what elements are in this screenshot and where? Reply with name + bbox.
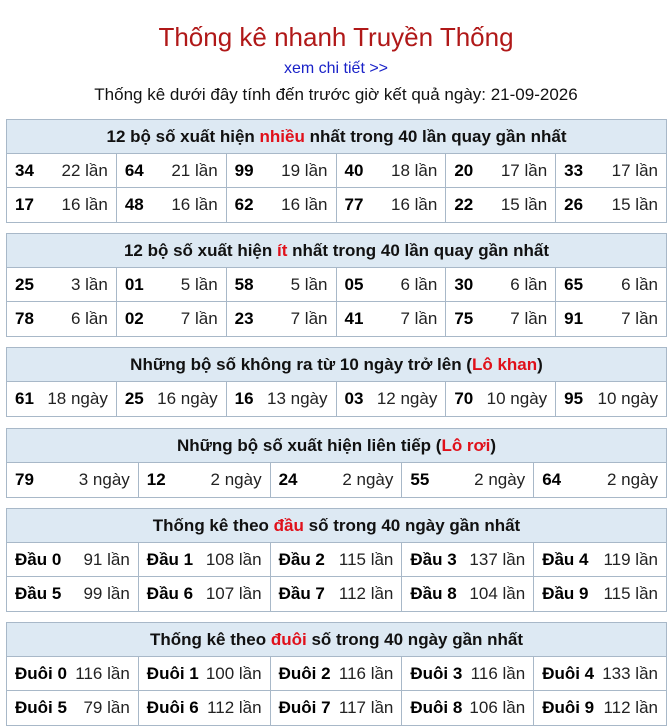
khan-count: 12 ngày — [376, 389, 438, 408]
lo-roi-header: Những bộ số xuất hiện liên tiếp (Lô rơi) — [7, 429, 666, 463]
most-count: 16 lần — [61, 195, 108, 214]
least-count: 6 lần — [621, 274, 658, 294]
most-cell — [7, 188, 117, 222]
dau-count: 104 lần — [469, 584, 526, 603]
least-cell — [7, 302, 117, 336]
duoi-stats-grid — [7, 657, 666, 725]
duoi-count: 116 lần — [338, 663, 394, 683]
khan-cell — [337, 382, 447, 416]
most-frequent-grid — [7, 154, 666, 222]
khan-count: 10 ngày — [486, 389, 548, 408]
duoi-number: Đuôi 0 — [15, 663, 67, 683]
most-count: 16 lần — [281, 195, 328, 214]
duoi-number: Đuôi 8 — [410, 698, 463, 717]
most-frequent-header: 12 bộ số xuất hiện nhiều nhất trong 40 lần quay gần nhất — [7, 120, 666, 154]
roi-count: 2 ngày — [474, 470, 526, 489]
most-number: 62 — [234, 195, 254, 214]
stats-date-note: Thống kê dưới đây tính đến trước giờ kết quả ngày: 21-09-2026 — [94, 85, 578, 104]
dau-count: 112 lần — [338, 584, 394, 603]
least-frequent-grid — [7, 268, 666, 336]
most-count: 21 lần — [171, 160, 218, 180]
dau-count: 107 lần — [205, 584, 262, 603]
most-number: 34 — [15, 160, 34, 180]
dau-cell — [534, 543, 666, 577]
duoi-cell — [271, 691, 403, 725]
least-cell — [227, 268, 337, 302]
duoi-count: 100 lần — [205, 663, 262, 683]
most-count: 15 lần — [611, 195, 658, 214]
roi-number: 64 — [542, 470, 562, 489]
dau-stats-table — [6, 508, 667, 612]
least-count: 5 lần — [180, 274, 218, 294]
dau-cell — [271, 577, 403, 611]
lo-roi-table — [6, 428, 667, 498]
most-number: 40 — [344, 160, 364, 180]
khan-cell — [446, 382, 556, 416]
most-cell — [337, 188, 447, 222]
duoi-count: 117 lần — [338, 698, 394, 717]
khan-cell — [556, 382, 666, 416]
roi-number: 55 — [410, 470, 430, 489]
duoi-count: 79 lần — [83, 698, 130, 717]
least-cell — [337, 302, 447, 336]
duoi-count: 116 lần — [75, 663, 130, 683]
least-count: 7 lần — [290, 309, 328, 328]
most-count: 17 lần — [500, 160, 548, 180]
least-frequent-table — [6, 233, 667, 337]
roi-cell — [534, 463, 666, 497]
dau-count: 119 lần — [603, 549, 658, 569]
khan-number: 95 — [564, 389, 584, 408]
least-cell — [7, 268, 117, 302]
duoi-cell — [139, 691, 271, 725]
most-cell — [556, 188, 666, 222]
duoi-cell — [402, 657, 534, 691]
roi-number: 12 — [146, 470, 166, 489]
khan-number: 03 — [344, 389, 364, 408]
least-count: 6 lần — [400, 274, 438, 294]
most-number: 17 — [15, 195, 34, 214]
duoi-count: 133 lần — [602, 663, 658, 683]
dau-count: 91 lần — [83, 549, 130, 569]
dau-number: Đầu 2 — [278, 549, 325, 569]
duoi-stats-header: Thống kê theo đuôi số trong 40 ngày gần nhất — [7, 623, 666, 657]
dau-number: Đầu 3 — [410, 549, 457, 569]
least-cell — [556, 268, 666, 302]
khan-count: 13 ngày — [267, 389, 328, 408]
lo-khan-table — [6, 347, 667, 417]
dau-cell — [534, 577, 666, 611]
dau-cell — [7, 543, 139, 577]
least-number: 91 — [564, 309, 584, 328]
khan-cell — [117, 382, 227, 416]
most-count: 22 lần — [61, 160, 108, 180]
most-number: 26 — [564, 195, 584, 214]
duoi-stats-table — [6, 622, 667, 726]
most-count: 18 lần — [391, 160, 438, 180]
most-cell — [556, 154, 666, 188]
lo-roi-grid — [7, 463, 666, 497]
dau-cell — [402, 577, 534, 611]
duoi-cell — [534, 657, 666, 691]
most-number: 99 — [234, 160, 254, 180]
least-cell — [227, 302, 337, 336]
page-title: Thống kê nhanh Truyền Thống — [158, 22, 514, 52]
least-count: 7 lần — [400, 309, 438, 328]
most-cell — [7, 154, 117, 188]
most-number: 33 — [564, 160, 584, 180]
duoi-number: Đuôi 5 — [15, 698, 67, 717]
most-cell — [227, 188, 337, 222]
dau-count: 137 lần — [469, 549, 526, 569]
least-cell — [117, 268, 227, 302]
most-cell — [446, 154, 556, 188]
view-details-link[interactable]: xem chi tiết >> — [283, 60, 389, 77]
least-number: 25 — [15, 274, 34, 294]
khan-count: 16 ngày — [157, 389, 218, 408]
most-frequent-table — [6, 119, 667, 223]
least-cell — [556, 302, 666, 336]
khan-count: 10 ngày — [597, 389, 658, 408]
dau-number: Đầu 8 — [410, 584, 457, 603]
least-count: 7 lần — [510, 309, 548, 328]
most-count: 17 lần — [611, 160, 658, 180]
dau-cell — [402, 543, 534, 577]
most-cell — [337, 154, 447, 188]
least-number: 02 — [124, 309, 144, 328]
least-count: 6 lần — [510, 274, 548, 294]
duoi-count: 112 lần — [207, 698, 262, 717]
least-number: 78 — [15, 309, 34, 328]
least-number: 01 — [124, 274, 144, 294]
khan-number: 25 — [124, 389, 144, 408]
duoi-number: Đuôi 3 — [410, 663, 463, 683]
least-count: 7 lần — [621, 309, 658, 328]
dau-number: Đầu 6 — [146, 584, 194, 603]
dau-cell — [7, 577, 139, 611]
dau-stats-header: Thống kê theo đầu số trong 40 ngày gần nhất — [7, 509, 666, 543]
least-cell — [117, 302, 227, 336]
most-cell — [446, 188, 556, 222]
duoi-number: Đuôi 6 — [146, 698, 199, 717]
duoi-cell — [402, 691, 534, 725]
duoi-cell — [7, 657, 139, 691]
roi-number: 24 — [278, 470, 298, 489]
roi-number: 79 — [15, 470, 34, 489]
most-number: 20 — [454, 160, 474, 180]
duoi-cell — [534, 691, 666, 725]
roi-count: 3 ngày — [78, 470, 130, 489]
roi-cell — [139, 463, 271, 497]
least-number: 58 — [234, 274, 254, 294]
most-number: 48 — [124, 195, 144, 214]
least-count: 6 lần — [70, 309, 108, 328]
least-cell — [337, 268, 447, 302]
duoi-cell — [139, 657, 271, 691]
most-cell — [117, 154, 227, 188]
duoi-count: 106 lần — [469, 698, 526, 717]
dau-cell — [271, 543, 403, 577]
most-cell — [117, 188, 227, 222]
dau-count: 115 lần — [603, 584, 658, 603]
least-cell — [446, 268, 556, 302]
duoi-number: Đuôi 2 — [278, 663, 331, 683]
dau-count: 115 lần — [338, 549, 394, 569]
most-number: 64 — [124, 160, 144, 180]
most-cell — [227, 154, 337, 188]
khan-number: 61 — [15, 389, 34, 408]
roi-count: 2 ngày — [342, 470, 394, 489]
least-count: 5 lần — [290, 274, 328, 294]
duoi-cell — [271, 657, 403, 691]
duoi-number: Đuôi 1 — [146, 663, 199, 683]
khan-number: 16 — [234, 389, 254, 408]
least-number: 30 — [454, 274, 474, 294]
dau-number: Đầu 1 — [146, 549, 194, 569]
least-number: 75 — [454, 309, 474, 328]
khan-cell — [7, 382, 117, 416]
dau-cell — [139, 543, 271, 577]
dau-number: Đầu 9 — [542, 584, 589, 603]
dau-stats-grid — [7, 543, 666, 611]
least-number: 41 — [344, 309, 364, 328]
dau-number: Đầu 7 — [278, 584, 325, 603]
dau-count: 99 lần — [83, 584, 130, 603]
duoi-number: Đuôi 9 — [542, 698, 595, 717]
least-cell — [446, 302, 556, 336]
lo-khan-grid — [7, 382, 666, 416]
roi-count: 2 ngày — [606, 470, 658, 489]
most-count: 16 lần — [171, 195, 218, 214]
roi-cell — [7, 463, 139, 497]
duoi-count: 112 lần — [603, 698, 658, 717]
least-number: 05 — [344, 274, 364, 294]
most-number: 22 — [454, 195, 474, 214]
roi-cell — [271, 463, 403, 497]
dau-number: Đầu 4 — [542, 549, 589, 569]
least-count: 7 lần — [180, 309, 218, 328]
least-number: 23 — [234, 309, 254, 328]
most-count: 16 lần — [391, 195, 438, 214]
lo-khan-header: Những bộ số không ra từ 10 ngày trở lên (Lô khan) — [7, 348, 666, 382]
duoi-cell — [7, 691, 139, 725]
most-count: 19 lần — [281, 160, 328, 180]
dau-count: 108 lần — [205, 549, 262, 569]
dau-cell — [139, 577, 271, 611]
duoi-number: Đuôi 7 — [278, 698, 331, 717]
duoi-number: Đuôi 4 — [542, 663, 595, 683]
least-number: 65 — [564, 274, 584, 294]
khan-number: 70 — [454, 389, 474, 408]
most-number: 77 — [344, 195, 364, 214]
duoi-count: 116 lần — [470, 663, 526, 683]
dau-number: Đầu 5 — [15, 584, 62, 603]
least-count: 3 lần — [70, 274, 108, 294]
dau-number: Đầu 0 — [15, 549, 62, 569]
roi-count: 2 ngày — [210, 470, 262, 489]
roi-cell — [402, 463, 534, 497]
most-count: 15 lần — [500, 195, 548, 214]
khan-cell — [227, 382, 337, 416]
least-frequent-header: 12 bộ số xuất hiện ít nhất trong 40 lần quay gần nhất — [7, 234, 666, 268]
khan-count: 18 ngày — [47, 389, 108, 408]
